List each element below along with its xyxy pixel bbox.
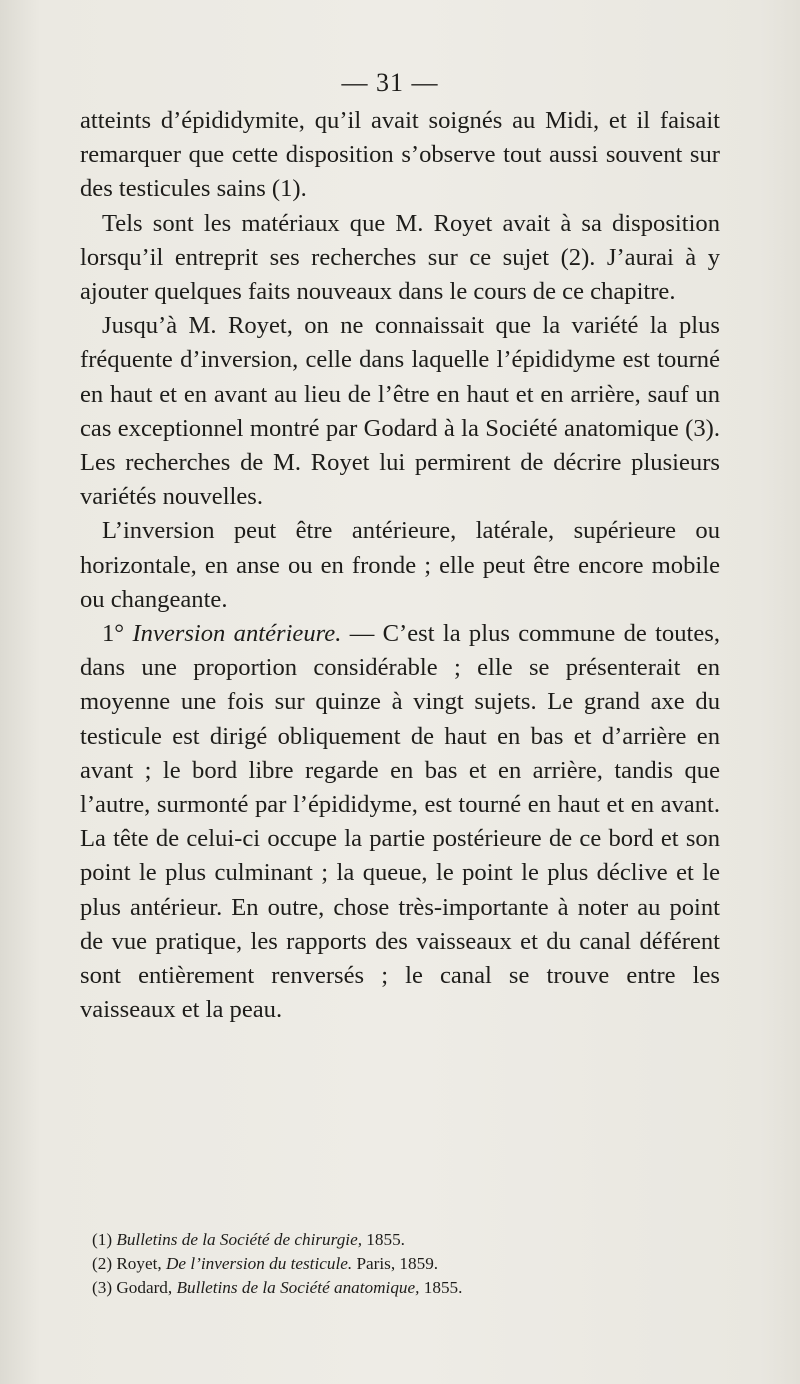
paragraph: Jusqu’à M. Royet, on ne connaissait que la variété la plus fréquente d’inversion, celle dans laquelle l’épididyme est tourné en haut et en avant au lieu de l’être en haut et en arrière, sauf un cas exceptionnel montré par Godard à la Société anatomique (3). Les recherches de M. Royet lui permirent de décrire plusieurs variétés nouvelles.	[80, 312, 720, 511]
paragraph: atteints d’épididymite, qu’il avait soignés au Midi, et il faisait remarquer que cette disposition s’observe tout aussi souvent sur des testicules sains (1).	[80, 107, 720, 203]
footnote-author: Royet,	[116, 1254, 166, 1274]
footnote-rest: Paris, 1859.	[352, 1254, 439, 1274]
page-number: — 31 —	[341, 68, 439, 97]
footnote-title: De l’inversion du testicule.	[166, 1254, 353, 1274]
footnote-rest: 1855.	[362, 1230, 405, 1249]
section-title: Inversion antérieure.	[132, 620, 342, 648]
footnote-rest: 1855.	[419, 1278, 463, 1298]
footnotes	[80, 1228, 720, 1301]
footnote-mark: (2)	[92, 1254, 113, 1274]
section-number: 1°	[102, 620, 125, 648]
footnote	[80, 1252, 720, 1276]
section-text: — C’est la plus commune de toutes, dans une proportion considérable ; elle se présenterait en moyenne une fois sur quinze à vingt sujets. Le grand axe du testicule est dirigé obliquement de haut en bas et d’arrière en avant ; le bord libre regarde en bas et en arrière, tandis que l’autre, surmonté par l’épididyme, est tourné en haut et en avant. La tête de celui-ci occupe la partie postérieure de ce bord et son point le plus culminant ; la queue, le point le plus déclive et le plus antérieur. En outre, chose très-importante à noter au point de vue pratique, les rapports des vaisseaux et du canal déférent sont entièrement renversés ; le canal se trouve entre les vaisseaux et la peau.	[80, 620, 720, 1024]
paragraph-section-anterior	[80, 617, 720, 1027]
footnote-title: Bulletins de la Société anatomique,	[176, 1278, 420, 1298]
footnote-mark: (3)	[92, 1278, 113, 1298]
body-text	[80, 104, 720, 1027]
footnote-mark: (1)	[92, 1230, 113, 1249]
paragraph: L’inversion peut être antérieure, latérale, supérieure ou horizontale, en anse ou en fronde ; elle peut être encore mobile ou changeante.	[80, 517, 720, 613]
footnote-author: Godard,	[116, 1278, 177, 1298]
paragraph: Tels sont les matériaux que M. Royet avait à sa disposition lorsqu’il entreprit ses recherches sur ce sujet (2). J’aurai à y ajouter quelques faits nouveaux dans le cours de ce chapitre.	[80, 209, 720, 306]
footnote-title: Bulletins de la Société de chirurgie,	[116, 1230, 362, 1249]
footnote	[80, 1228, 720, 1252]
footnote	[80, 1276, 720, 1300]
